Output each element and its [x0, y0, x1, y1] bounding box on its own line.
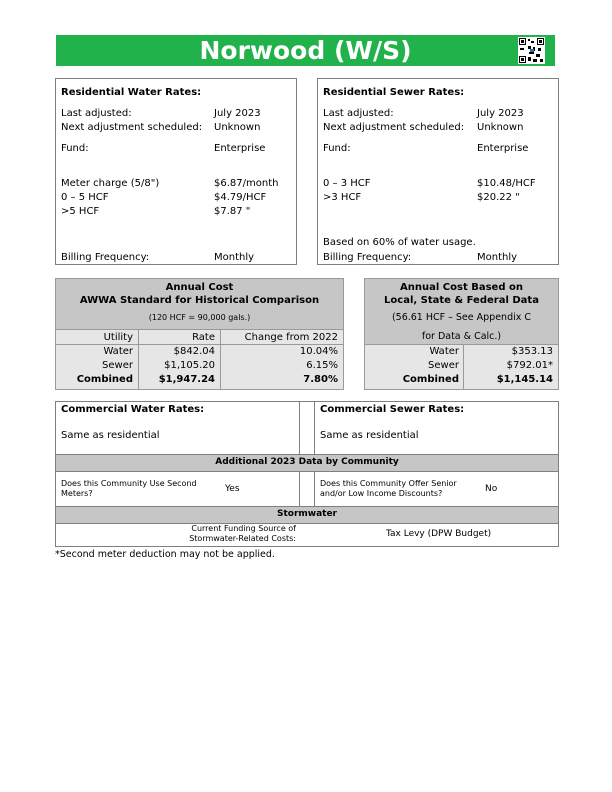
- awwa-subtitle: (120 HCF = 90,000 gals.): [148, 313, 251, 322]
- sewer-usage-note: Based on 60% of water usage.: [323, 237, 476, 248]
- discounts-answer: No: [485, 484, 498, 494]
- awwa-col-change: Change from 2022: [244, 332, 338, 343]
- sewer-last-adjusted-label: Last adjusted:: [323, 108, 394, 119]
- awwa-row-utility: Water: [103, 346, 133, 357]
- residential-sewer-panel: [317, 78, 559, 265]
- awwa-row-change: 6.15%: [306, 360, 338, 371]
- awwa-row-utility: Combined: [76, 374, 133, 385]
- local-title-line2: Local, State & Federal Data: [384, 295, 539, 306]
- sewer-billing-value: Monthly: [477, 252, 518, 263]
- sewer-heading: Residential Sewer Rates:: [323, 87, 465, 98]
- local-row-utility: Water: [429, 346, 459, 357]
- page-header: [56, 35, 555, 66]
- stormwater-funding-value: Tax Levy (DPW Budget): [386, 529, 492, 539]
- water-fund-value: Enterprise: [214, 143, 266, 154]
- water-heading: Residential Water Rates:: [61, 87, 202, 98]
- water-rate-label: Meter charge (5/8"): [61, 178, 160, 189]
- awwa-row-change: 10.04%: [299, 346, 338, 357]
- sewer-rate-value: $10.48/HCF: [477, 178, 536, 189]
- commercial-sewer-value: Same as residential: [320, 430, 419, 441]
- water-billing-label: Billing Frequency:: [61, 252, 150, 263]
- stormwater-funding-label: Current Funding Source of Stormwater-Related Costs:: [189, 524, 296, 543]
- local-row-rate: $353.13: [511, 346, 553, 357]
- sewer-rate-label: 0 – 3 HCF: [323, 178, 371, 189]
- water-last-adjusted-label: Last adjusted:: [61, 108, 132, 119]
- water-rate-value: $7.87 ": [214, 206, 251, 217]
- water-rate-label: 0 – 5 HCF: [61, 192, 109, 203]
- stormwater-heading: Stormwater: [276, 509, 338, 519]
- local-subtitle-line2: for Data & Calc.): [421, 331, 502, 342]
- awwa-row-change: 7.80%: [303, 374, 338, 385]
- local-row-utility: Combined: [402, 374, 459, 385]
- sewer-rate-value: $20.22 ": [477, 192, 520, 203]
- sewer-billing-label: Billing Frequency:: [323, 252, 412, 263]
- sewer-rate-label: >3 HCF: [323, 192, 362, 203]
- awwa-row-rate: $1,947.24: [158, 374, 215, 385]
- local-row-rate: $792.01*: [506, 360, 553, 371]
- qr-code-icon: [518, 37, 545, 64]
- awwa-title-line2: AWWA Standard for Historical Comparison: [79, 295, 320, 306]
- awwa-title-line1: Annual Cost: [165, 282, 234, 293]
- sewer-next-adj-label: Next adjustment scheduled:: [323, 122, 465, 133]
- commercial-sewer-heading: Commercial Sewer Rates:: [320, 404, 465, 415]
- additional-heading: Additional 2023 Data by Community: [215, 457, 399, 467]
- second-meters-question: Does this Community Use Second Meters?: [61, 479, 197, 498]
- page-title: Norwood (W/S): [199, 36, 412, 65]
- annual-cost-local-table: [364, 278, 559, 390]
- residential-water-panel: [55, 78, 297, 265]
- commercial-water-value: Same as residential: [61, 430, 160, 441]
- awwa-col-utility: Utility: [103, 332, 133, 343]
- second-meters-answer: Yes: [225, 484, 240, 494]
- awwa-row-rate: $842.04: [173, 346, 215, 357]
- water-rate-value: $4.79/HCF: [214, 192, 267, 203]
- water-fund-label: Fund:: [61, 143, 89, 154]
- water-rate-value: $6.87/month: [214, 178, 279, 189]
- sewer-fund-value: Enterprise: [477, 143, 529, 154]
- sewer-fund-label: Fund:: [323, 143, 351, 154]
- local-subtitle-line1: (56.61 HCF – See Appendix C: [391, 312, 532, 323]
- awwa-row-rate: $1,105.20: [164, 360, 215, 371]
- sewer-last-adjusted-value: July 2023: [477, 108, 524, 119]
- commercial-additional-block: [55, 401, 559, 547]
- water-rate-label: >5 HCF: [61, 206, 100, 217]
- local-title-line1: Annual Cost Based on: [400, 282, 523, 293]
- awwa-col-rate: Rate: [192, 332, 215, 343]
- water-next-adj-label: Next adjustment scheduled:: [61, 122, 203, 133]
- annual-cost-awwa-table: [55, 278, 344, 390]
- discounts-question: Does this Community Offer Senior and/or Low Income Discounts?: [320, 479, 457, 498]
- footnote: *Second meter deduction may not be applied.: [55, 549, 275, 560]
- commercial-water-heading: Commercial Water Rates:: [61, 404, 205, 415]
- local-row-rate: $1,145.14: [496, 374, 553, 385]
- water-billing-value: Monthly: [214, 252, 255, 263]
- sewer-next-adj-value: Unknown: [477, 122, 524, 133]
- awwa-row-utility: Sewer: [102, 360, 133, 371]
- water-last-adjusted-value: July 2023: [214, 108, 261, 119]
- local-row-utility: Sewer: [428, 360, 459, 371]
- water-next-adj-value: Unknown: [214, 122, 261, 133]
